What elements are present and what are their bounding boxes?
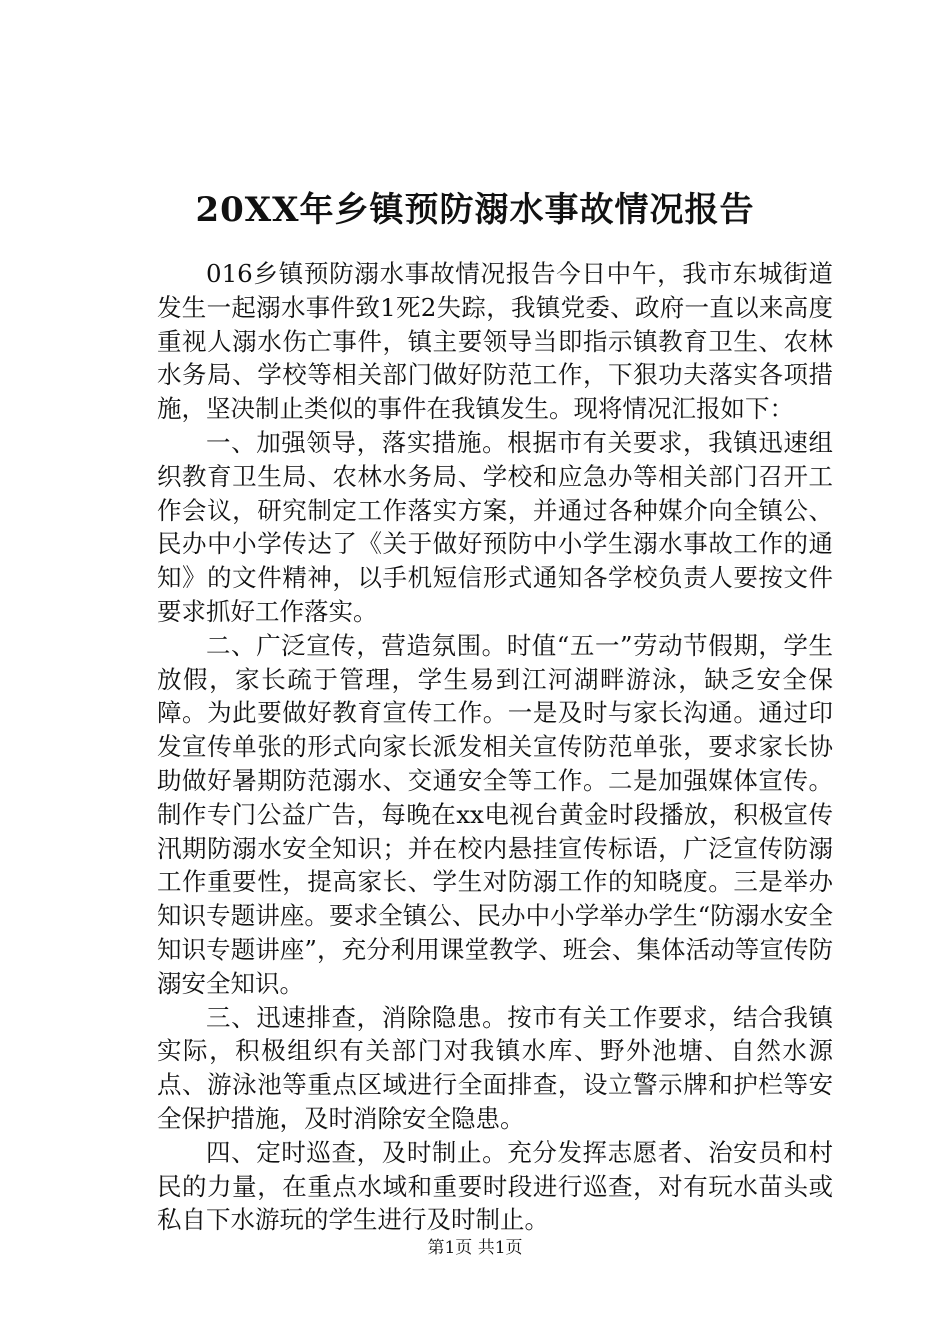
section-3-paragraph: 三、迅速排查，消除隐患。按市有关工作要求，结合我镇实际，积极组织有关部门对我镇水库、野外池塘、自然水源点、游泳池等重点区域进行全面排查，设立警示牌和护栏等安全保护措施，及时消除安全隐患。: [157, 1002, 833, 1133]
section-4-paragraph: 四、定时巡查，及时制止。充分发挥志愿者、治安员和村民的力量，在重点水域和重要时段进行巡查，对有玩水苗头或私自下水游玩的学生进行及时制止。: [157, 1137, 833, 1235]
section-1-paragraph: 一、加强领导，落实措施。根据市有关要求，我镇迅速组织教育卫生局、农林水务局、学校和应急办等相关部门召开工作会议，研究制定工作落实方案，并通过各种媒介向全镇公、民办中小学传达了《关于做好预防中小学生溺水事故工作的通知》的文件精神，以手机短信形式通知各学校负责人要按文件要求抓好工作落实。: [157, 427, 833, 626]
document-title: 20XX年乡镇预防溺水事故情况报告: [195, 190, 755, 230]
section-2-paragraph: 二、广泛宣传，营造氛围。时值“五一”劳动节假期，学生放假，家长疏于管理，学生易到江河湖畔游泳，缺乏安全保障。为此要做好教育宣传工作。一是及时与家长沟通。通过印发宣传单张的形式向家长派发相关宣传防范单张，要求家长协助做好暑期防范溺水、交通安全等工作。二是加强媒体宣传。制作专门公益广告，每晚在xx电视台黄金时段播放，积极宣传汛期防溺水安全知识；并在校内悬挂宣传标语，广泛宣传防溺工作重要性，提高家长、学生对防溺工作的知晓度。三是举办知识专题讲座。要求全镇公、民办中小学举办学生“防溺水安全知识专题讲座”，充分利用课堂教学、班会、集体活动等宣传防溺安全知识。: [157, 630, 833, 998]
document-body: [157, 257, 833, 1237]
page-number-footer: 第1页 共1页: [427, 1238, 523, 1258]
intro-paragraph: 016乡镇预防溺水事故情况报告今日中午，我市东城街道发生一起溺水事件致1死2失踪，我镇党委、政府一直以来高度重视人溺水伤亡事件，镇主要领导当即指示镇教育卫生、农林水务局、学校等相关部门做好防范工作，下狠功夫落实各项措施，坚决制止类似的事件在我镇发生。现将情况汇报如下：: [157, 259, 833, 424]
